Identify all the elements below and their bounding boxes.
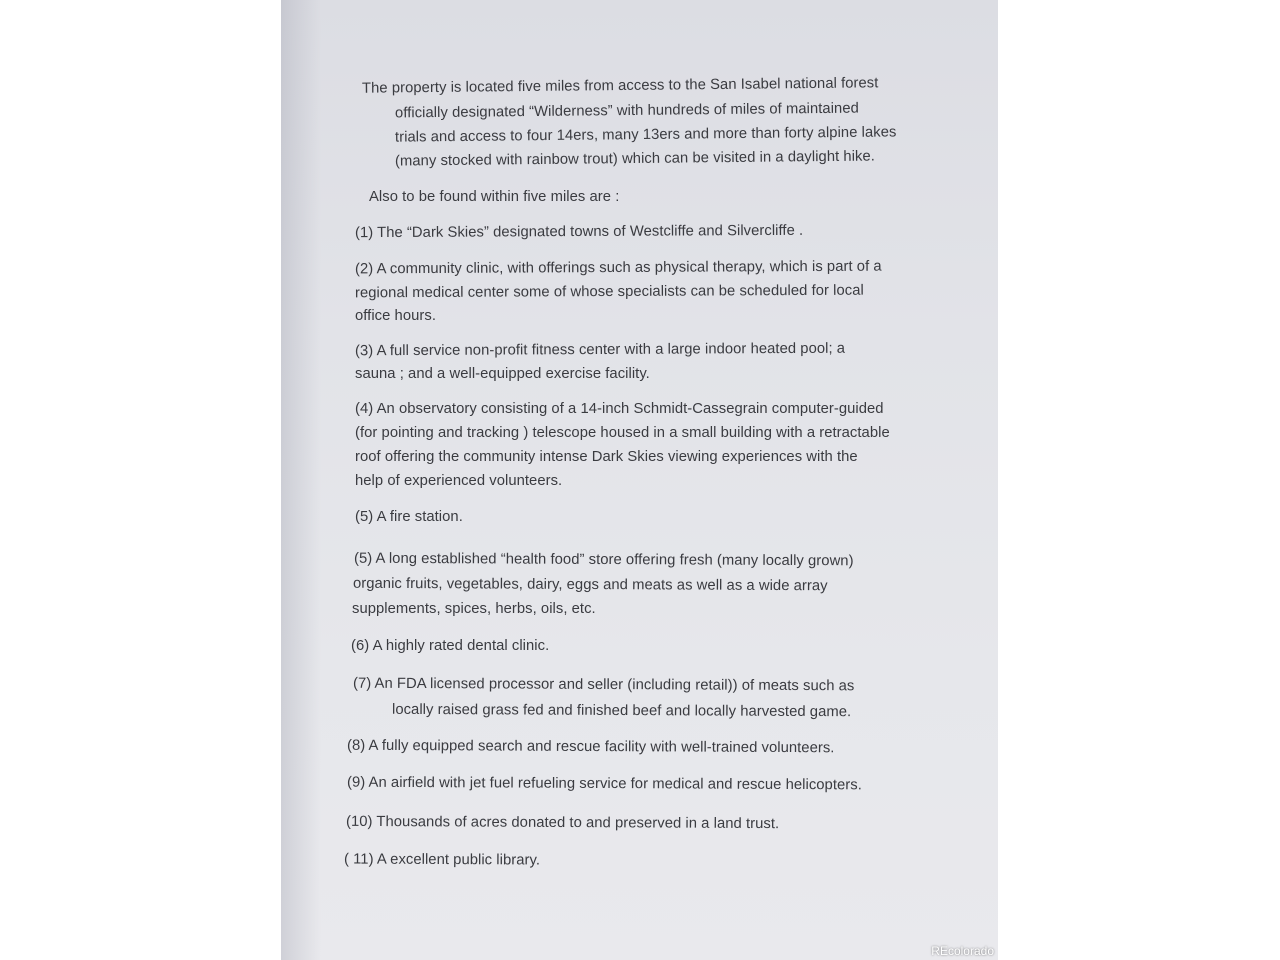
list-item-6-line: (6) A highly rated dental clinic. xyxy=(351,638,550,654)
watermark-text: REcolorado xyxy=(931,944,994,958)
document-page xyxy=(281,0,998,960)
list-item-2-line: (2) A community clinic, with offerings such as physical therapy, which is part of a xyxy=(354,258,882,278)
list-item-5b-line: (5) A long established “health food” store offering fresh (many locally grown) xyxy=(353,550,854,570)
list-item-4-line: (for pointing and tracking ) telescope housed in a small building with a retractable xyxy=(355,425,890,441)
intro-line: trials and access to four 14ers, many 13ers and more than forty alpine lakes xyxy=(394,124,897,146)
list-item-10-line: (10) Thousands of acres donated to and preserved in a land trust. xyxy=(345,813,780,833)
list-item-9-line: (9) An airfield with jet fuel refueling service for medical and rescue helicopters. xyxy=(346,774,862,794)
list-item-5b-line: organic fruits, vegetables, dairy, eggs and meats as well as a wide array xyxy=(352,575,828,595)
intro-line: The property is located five miles from access to the San Isabel national forest xyxy=(361,75,879,97)
list-item-7-line: (7) An FDA licensed processor and seller (including retail)) of meats such as xyxy=(352,675,855,695)
list-item-3-line: (3) A full service non-profit fitness center with a large indoor heated pool; a xyxy=(354,340,846,360)
list-item-1-line: (1) The “Dark Skies” designated towns of Westcliffe and Silvercliffe . xyxy=(354,222,804,242)
intro-line: (many stocked with rainbow trout) which can be visited in a daylight hike. xyxy=(394,148,875,170)
list-item-4-line: (4) An observatory consisting of a 14-inch Schmidt-Cassegrain computer-guided xyxy=(355,401,884,417)
list-item-2-line: office hours. xyxy=(355,308,436,324)
list-item-8-line: (8) A fully equipped search and rescue facility with well-trained volunteers. xyxy=(346,737,835,757)
list-item-4-line: help of experienced volunteers. xyxy=(355,473,563,489)
list-item-7-line: locally raised grass fed and finished beef and locally harvested game. xyxy=(391,701,852,721)
list-item-2-line: regional medical center some of whose specialists can be scheduled for local xyxy=(354,282,864,302)
also-line: Also to be found within five miles are : xyxy=(369,189,620,205)
intro-line: officially designated “Wilderness” with hundreds of miles of maintained xyxy=(394,100,859,122)
list-item-5b-line: supplements, spices, herbs, oils, etc. xyxy=(352,601,596,617)
list-item-4-line: roof offering the community intense Dark Skies viewing experiences with the xyxy=(355,449,858,465)
list-item-5-line: (5) A fire station. xyxy=(355,509,463,525)
list-item-3-line: sauna ; and a well-equipped exercise facility. xyxy=(355,366,650,382)
list-item-11-line: ( 11) A excellent public library. xyxy=(343,851,541,869)
